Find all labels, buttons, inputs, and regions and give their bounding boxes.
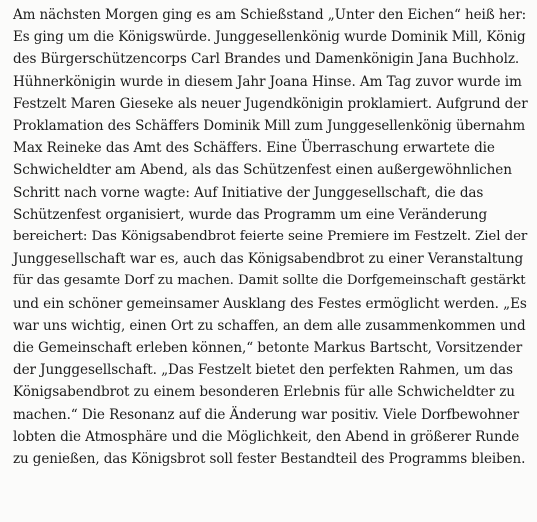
text-line: Es ging um die Königswürde. Junggesellenkönig wurde Dominik Mill, König: [13, 29, 526, 46]
text-line: Schwicheldter am Abend, als das Schützenfest einen außergewöhnlichen: [13, 162, 512, 179]
text-line: Schritt nach vorne wagte: Auf Initiative der Junggesellschaft, die das: [13, 184, 484, 201]
text-line: und ein schöner gemeinsamer Ausklang des Festes ermöglicht werden. „Es: [13, 295, 527, 312]
text-line: für das gesamte Dorf zu machen. Damit sollte die Dorfgemeinschaft gestärkt: [13, 273, 526, 289]
text-line: der Junggesellschaft. „Das Festzelt bietet den perfekten Rahmen, um das: [13, 362, 513, 379]
article-text: [13, 4, 528, 470]
text-line: Königsabendbrot zu einem besonderen Erlebnis für alle Schwicheldter zu: [13, 384, 515, 401]
text-line: war uns wichtig, einen Ort zu schaffen, an dem alle zusammenkommen und: [13, 317, 526, 334]
text-line: Proklamation des Schäffers Dominik Mill zum Junggesellenkönig übernahm: [13, 118, 526, 135]
text-line: bereichert: Das Königsabendbrot feierte seine Premiere im Festzelt. Ziel der: [13, 229, 528, 245]
text-line: machen.“ Die Resonanz auf die Änderung war positiv. Viele Dorfbewohner: [13, 406, 520, 423]
text-line: lobten die Atmosphäre und die Möglichkeit, den Abend in größerer Runde: [13, 428, 520, 445]
text-line: zu genießen, das Königsbrot soll fester Bestandteil des Programms bleiben.: [13, 451, 526, 468]
text-line: Junggesellschaft war es, auch das Königsabendbrot zu einer Veranstaltung: [13, 251, 524, 268]
text-line: die Gemeinschaft erleben können,“ betonte Markus Bartscht, Vorsitzender: [13, 340, 523, 357]
text-line: Schützenfest organisiert, wurde das Programm um eine Veränderung: [13, 206, 488, 223]
text-line: Festzelt Maren Gieseke als neuer Jugendkönigin proklamiert. Aufgrund der: [13, 95, 528, 112]
text-line: des Bürgerschützencorps Carl Brandes und Damenkönigin Jana Buchholz.: [13, 51, 520, 68]
text-line: Am nächsten Morgen ging es am Schießstand „Unter den Eichen“ heiß her:: [13, 7, 527, 23]
text-line: Hühnerkönigin wurde in diesem Jahr Joana Hinse. Am Tag zuvor wurde im: [13, 73, 522, 90]
text-line: Max Reineke das Amt des Schäffers. Eine Überraschung erwartete die: [13, 140, 495, 157]
